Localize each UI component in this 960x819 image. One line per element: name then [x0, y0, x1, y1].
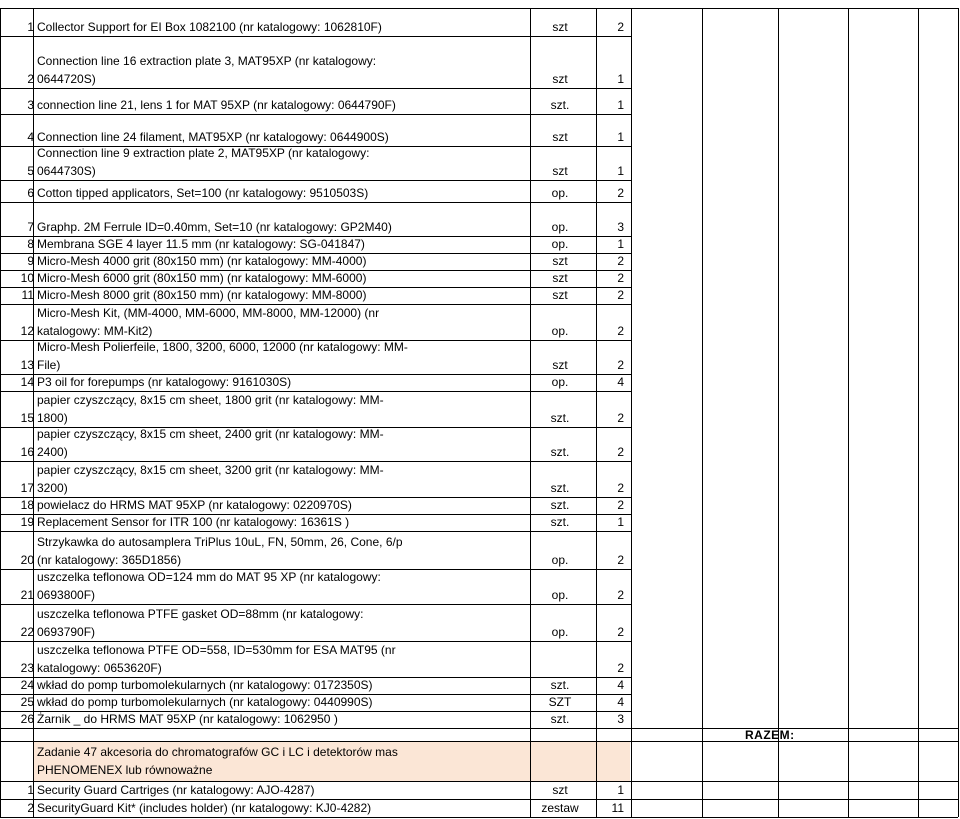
row-border: [0, 114, 631, 115]
row-description-line: 0644720S): [37, 71, 96, 86]
row-border: [0, 728, 631, 729]
row-border: [631, 817, 958, 818]
row-description: [37, 53, 527, 88]
row-unit: szt.: [550, 712, 570, 726]
row-border: [631, 8, 958, 9]
row-description-line: Micro-Mesh Polierfeile, 1800, 3200, 6000, 12000 (nr katalogowy: MM-: [37, 340, 408, 354]
row-border: [0, 8, 631, 9]
row-quantity: 3: [617, 220, 624, 234]
row-description-line: File): [37, 357, 61, 372]
column-border: [778, 8, 779, 817]
row-description-line: Micro-Mesh Kit, (MM-4000, MM-6000, MM-8000, MM-12000) (nr: [37, 306, 380, 320]
row-unit: szt.: [550, 515, 570, 529]
row-description: [37, 374, 527, 392]
row-number: 1: [27, 20, 34, 34]
row-border: [0, 531, 631, 532]
row-quantity: 1: [617, 130, 624, 144]
row-quantity: 1: [617, 72, 624, 86]
row-quantity: 2: [617, 445, 624, 459]
row-description: [37, 236, 527, 254]
row-unit: SZT: [548, 695, 572, 709]
row-number: 11: [21, 288, 34, 302]
row-description-line: Connection line 16 extraction plate 3, MAT95XP (nr katalogowy:: [37, 54, 377, 68]
row-description-line: 1800): [37, 410, 68, 425]
row-quantity: 1: [617, 515, 624, 529]
section-row-unit: szt: [552, 783, 568, 797]
row-unit: szt.: [550, 411, 570, 425]
row-unit: szt.: [550, 98, 570, 112]
row-quantity: 4: [617, 678, 624, 692]
row-description-line: papier czyszczący, 8x15 cm sheet, 2400 grit (nr katalogowy: MM-: [37, 427, 384, 441]
row-description: [37, 677, 527, 695]
row-unit: op.: [551, 588, 569, 602]
row-description: [37, 426, 527, 461]
row-description-line: uszczelka teflonowa PTFE OD=558, ID=530mm for ESA MAT95 (nr: [37, 643, 396, 657]
row-border: [0, 202, 631, 203]
row-description-line: uszczelka teflonowa PTFE gasket OD=88mm (nr katalogowy:: [37, 607, 364, 621]
row-number: 16: [20, 445, 34, 459]
row-border: [0, 36, 631, 37]
row-description: [37, 339, 527, 374]
row-description-line: wkład do pomp turbomolekularnych (nr katalogowy: 0440990S): [37, 694, 373, 709]
row-quantity: 3: [617, 712, 624, 726]
row-unit: op.: [551, 324, 569, 338]
row-quantity: 2: [617, 481, 624, 495]
row-description: [37, 305, 527, 340]
section-row-description: [37, 782, 527, 800]
row-unit: szt.: [550, 445, 570, 459]
row-border: [631, 799, 958, 800]
row-border: [0, 604, 631, 605]
row-description-line: Strzykawka do autosamplera TriPlus 10uL, FN, 50mm, 26, Cone, 6/p: [37, 535, 403, 549]
row-unit: szt: [552, 130, 568, 144]
column-border: [958, 8, 959, 817]
row-quantity: 2: [617, 358, 624, 372]
summary-label: RAZEM:: [745, 728, 795, 742]
row-number: 14: [20, 375, 34, 389]
row-description-line: Żarnik _ do HRMS MAT 95XP (nr katalogowy: 1062950 ): [37, 711, 338, 726]
row-description: [37, 711, 527, 729]
row-quantity: 2: [617, 271, 624, 285]
section-title: Zadanie 47 akcesoria do chromatografów GC i LC i detektorów mas PHENOMENEX lub równoważne: [37, 745, 398, 777]
section-row-description-line: Security Guard Cartriges (nr katalogowy: AJO-4287): [37, 782, 315, 797]
row-number: 26: [20, 712, 34, 726]
row-number: 20: [20, 553, 34, 567]
row-description-line: Micro-Mesh 6000 grit (80x150 mm) (nr katalogowy: MM-6000): [37, 270, 367, 285]
row-unit: szt: [552, 164, 568, 178]
row-number: 21: [20, 588, 34, 602]
row-description: [37, 606, 527, 641]
row-unit: szt: [552, 254, 568, 268]
row-unit: szt.: [550, 678, 570, 692]
row-number: 6: [27, 186, 34, 200]
row-description: [37, 253, 527, 271]
row-number: 13: [20, 358, 34, 372]
row-description-line: Connection line 24 filament, MAT95XP (nr katalogowy: 0644900S): [37, 129, 389, 144]
row-number: 24: [20, 678, 34, 692]
row-number: 2: [27, 72, 34, 86]
row-number: 18: [20, 498, 34, 512]
row-quantity: 1: [617, 237, 624, 251]
row-unit: op.: [551, 553, 569, 567]
row-quantity: 1: [617, 98, 624, 112]
row-description-line: 0644730S): [37, 163, 96, 178]
row-quantity: 2: [617, 186, 624, 200]
row-description-line: Graphp. 2M Ferrule ID=0.40mm, Set=10 (nr katalogowy: GP2M40): [37, 219, 392, 234]
row-unit: op.: [551, 186, 569, 200]
row-description-line: katalogowy: MM-Kit2): [37, 323, 153, 338]
row-unit: op.: [551, 625, 569, 639]
row-number: 9: [27, 254, 34, 268]
row-description: [37, 219, 527, 237]
row-number: 19: [20, 515, 34, 529]
row-description: [37, 514, 527, 532]
row-description: [37, 534, 527, 569]
row-number: 25: [20, 695, 34, 709]
row-description: [37, 129, 527, 147]
row-quantity: 2: [617, 661, 624, 675]
row-description-line: Cotton tipped applicators, Set=100 (nr katalogowy: 9510503S): [37, 185, 369, 200]
row-number: 5: [27, 164, 34, 178]
row-description-line: papier czyszczący, 8x15 cm sheet, 1800 grit (nr katalogowy: MM-: [37, 393, 384, 407]
section-row-description: [37, 800, 527, 818]
row-description: [37, 97, 527, 115]
row-unit: szt: [552, 20, 568, 34]
row-quantity: 2: [617, 625, 624, 639]
row-border: [0, 88, 631, 89]
row-description-line: powielacz do HRMS MAT 95XP (nr katalogowy: 0220970S): [37, 497, 352, 512]
row-number: 8: [27, 237, 34, 251]
row-description: [37, 185, 527, 203]
row-number: 17: [20, 481, 34, 495]
row-description-line: Micro-Mesh 4000 grit (80x150 mm) (nr katalogowy: MM-4000): [37, 253, 367, 268]
row-description-line: 2400): [37, 444, 68, 459]
row-description: [37, 642, 527, 677]
row-quantity: 2: [617, 288, 624, 302]
row-unit: szt.: [550, 481, 570, 495]
row-quantity: 2: [617, 324, 624, 338]
row-description-line: Membrana SGE 4 layer 11.5 mm (nr katalogowy: SG-041847): [37, 236, 365, 251]
row-description: [37, 392, 527, 427]
row-description-line: P3 oil for forepumps (nr katalogowy: 9161030S): [37, 374, 292, 389]
row-description-line: (nr katalogowy: 365D1856): [37, 552, 182, 567]
section-row-quantity: 11: [611, 801, 624, 815]
row-quantity: 1: [617, 164, 624, 178]
row-quantity: 2: [617, 20, 624, 34]
row-number: 3: [27, 98, 34, 112]
row-border: [0, 817, 631, 818]
row-quantity: 4: [617, 695, 624, 709]
row-description-line: papier czyszczący, 8x15 cm sheet, 3200 grit (nr katalogowy: MM-: [37, 463, 384, 477]
row-description-line: connection line 21, lens 1 for MAT 95XP (nr katalogowy: 0644790F): [37, 97, 396, 112]
row-unit: szt: [552, 271, 568, 285]
row-quantity: 2: [617, 411, 624, 425]
row-number: 7: [27, 220, 34, 234]
row-unit: op.: [551, 237, 569, 251]
row-unit: szt.: [550, 498, 570, 512]
row-number: 4: [27, 130, 34, 144]
row-description-line: katalogowy: 0653620F): [37, 660, 162, 675]
row-border: [0, 180, 631, 181]
row-unit: szt: [552, 288, 568, 302]
row-unit: szt: [552, 358, 568, 372]
row-quantity: 2: [617, 588, 624, 602]
column-border: [702, 8, 703, 817]
row-quantity: 2: [617, 553, 624, 567]
row-description-line: uszczelka teflonowa OD=124 mm do MAT 95 XP (nr katalogowy:: [37, 570, 381, 584]
column-border: [848, 8, 849, 817]
row-description: [37, 462, 527, 497]
section-row-description-line: SecurityGuard Kit* (includes holder) (nr katalogowy: KJ0-4282): [37, 800, 372, 815]
row-unit: op.: [551, 220, 569, 234]
row-number: 22: [20, 625, 34, 639]
row-description: [37, 19, 527, 37]
row-number: 10: [20, 271, 34, 285]
row-unit: szt: [552, 72, 568, 86]
column-border: [631, 8, 632, 817]
row-description: [37, 270, 527, 288]
row-description-line: 0693800F): [37, 587, 96, 602]
column-border: [918, 8, 919, 817]
row-description: [37, 497, 527, 515]
row-description-line: Replacement Sensor for ITR 100 (nr katalogowy: 16361S ): [37, 514, 350, 529]
section-row-unit: zestaw: [541, 801, 579, 815]
row-description: [37, 569, 527, 604]
row-description-line: Connection line 9 extraction plate 2, MAT95XP (nr katalogowy:: [37, 146, 370, 160]
row-number: 15: [20, 411, 34, 425]
row-description-line: Micro-Mesh 8000 grit (80x150 mm) (nr katalogowy: MM-8000): [37, 287, 367, 302]
section-row-number: 2: [27, 801, 34, 815]
row-quantity: 2: [617, 498, 624, 512]
row-quantity: 2: [617, 254, 624, 268]
row-description-line: 0693790F): [37, 624, 96, 639]
row-description-line: wkład do pomp turbomolekularnych (nr katalogowy: 0172350S): [37, 677, 373, 692]
row-description-line: Collector Support for EI Box 1082100 (nr katalogowy: 1062810F): [37, 19, 382, 34]
row-border: [0, 741, 631, 742]
section-row-quantity: 1: [617, 783, 624, 797]
row-description-line: 3200): [37, 480, 68, 495]
row-border: [631, 781, 958, 782]
row-description: [37, 694, 527, 712]
row-number: 23: [20, 661, 34, 675]
row-description: [37, 287, 527, 305]
row-unit: op.: [551, 375, 569, 389]
row-quantity: 4: [617, 375, 624, 389]
row-number: 12: [20, 324, 34, 338]
row-description: [37, 145, 527, 180]
section-row-number: 1: [27, 783, 34, 797]
